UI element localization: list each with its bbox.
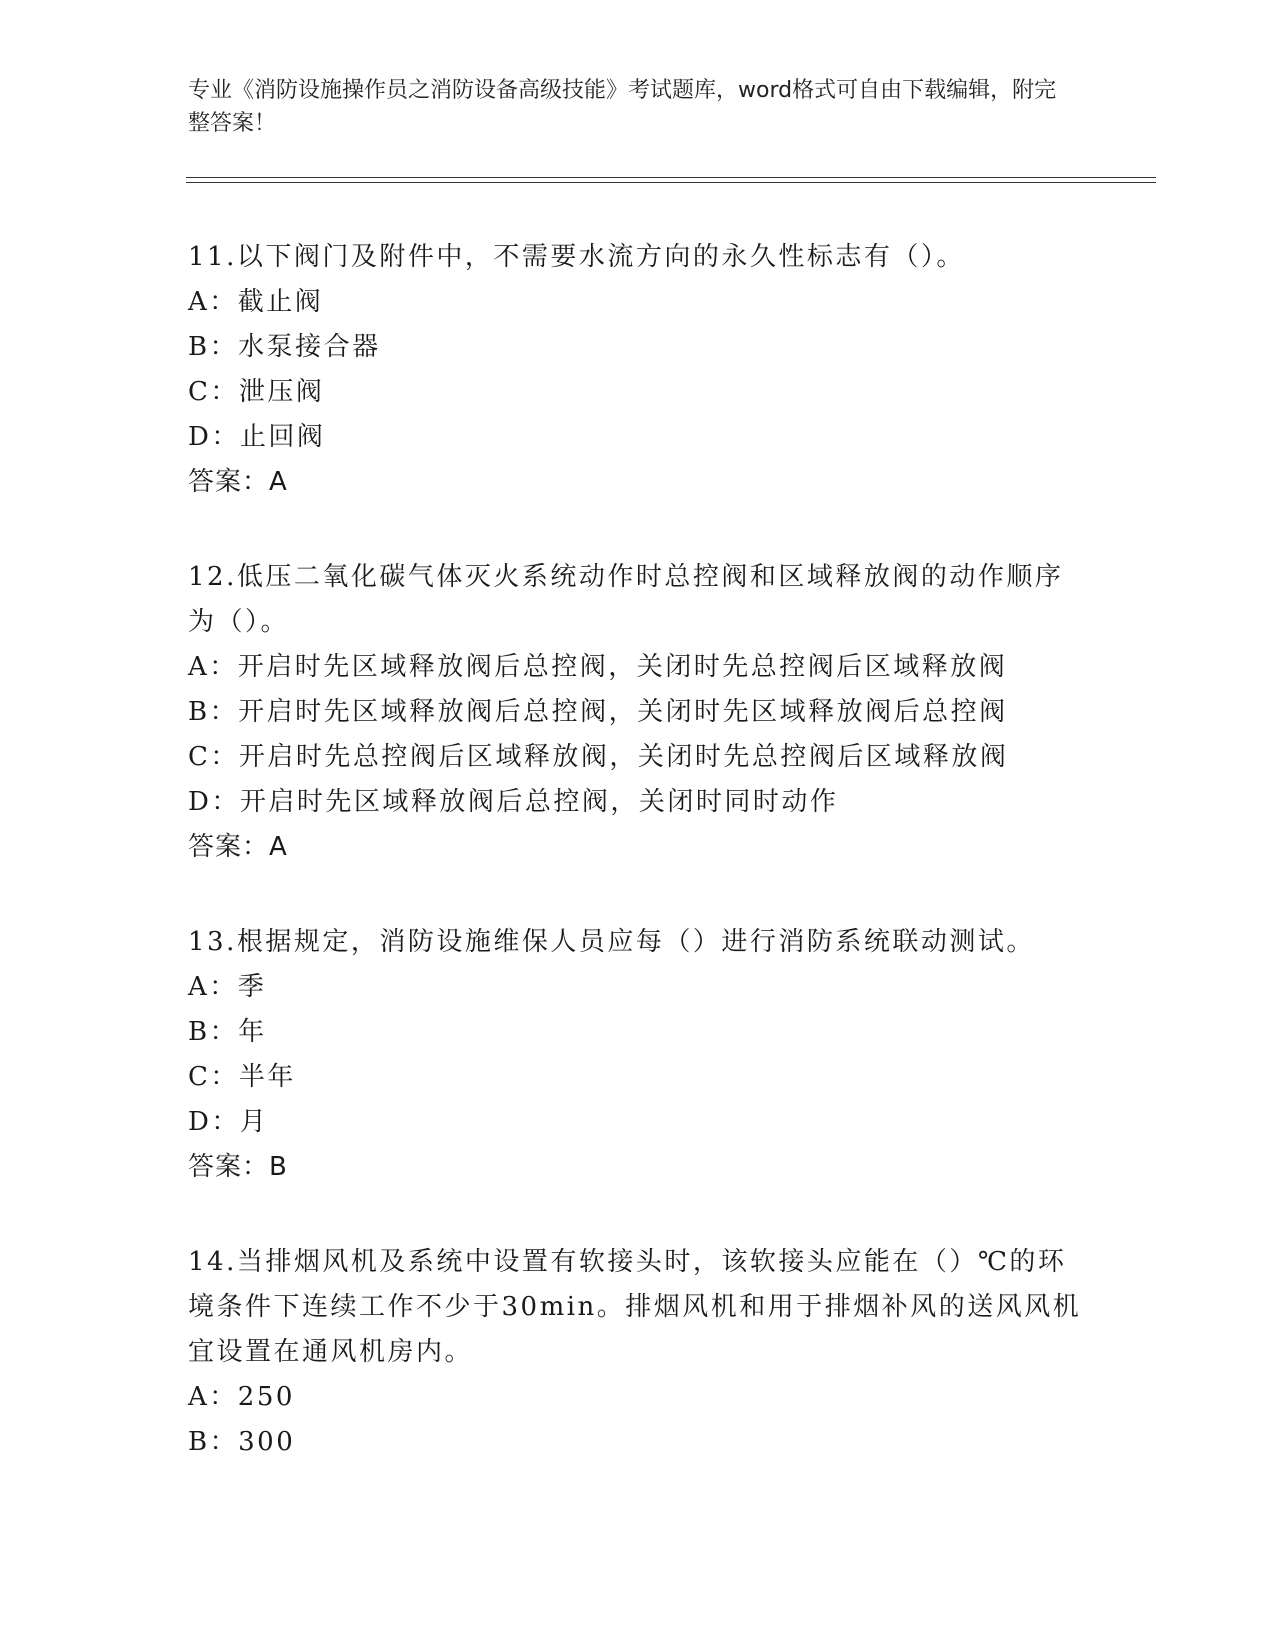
- question-11: [188, 235, 1088, 505]
- option-d: D：开启时先区域释放阀后总控阀，关闭时同时动作: [188, 787, 839, 817]
- option-b: B：开启时先区域释放阀后总控阀，关闭时先区域释放阀后总控阀: [188, 697, 1008, 727]
- option-list: [188, 645, 1088, 825]
- option-c: C：开启时先总控阀后区域释放阀，关闭时先总控阀后区域释放阀: [188, 742, 1009, 772]
- option-d: D：止回阀: [188, 422, 326, 452]
- answer: 答案：B: [188, 1152, 288, 1182]
- option-b: B：300: [188, 1427, 296, 1457]
- option-c: C：泄压阀: [188, 377, 325, 407]
- option-a: A：250: [188, 1382, 295, 1412]
- question-stem: 12.低压二氧化碳气体灭火系统动作时总控阀和区域释放阀的动作顺序为（）。: [188, 562, 1064, 637]
- option-a: A：季: [188, 972, 267, 1002]
- question-list: [188, 235, 1088, 1515]
- option-b: B：年: [188, 1017, 267, 1047]
- question-12: [188, 555, 1088, 870]
- question-stem: 13.根据规定，消防设施维保人员应每（）进行消防系统联动测试。: [188, 927, 1035, 957]
- header-rule-top: [186, 177, 1156, 178]
- option-a: A：开启时先区域释放阀后总控阀，关闭时先总控阀后区域释放阀: [188, 652, 1008, 682]
- option-d: D：月: [188, 1107, 269, 1137]
- option-a: A：截止阀: [188, 287, 324, 317]
- question-stem: 11.以下阀门及附件中，不需要水流方向的永久性标志有（）。: [188, 242, 965, 272]
- answer: 答案：A: [188, 832, 288, 862]
- answer: 答案：A: [188, 467, 288, 497]
- option-list: [188, 965, 1088, 1145]
- question-14: [188, 1240, 1088, 1465]
- option-b: B：水泵接合器: [188, 332, 381, 362]
- option-list: [188, 1375, 1088, 1465]
- question-13: [188, 920, 1088, 1190]
- option-c: C：半年: [188, 1062, 296, 1092]
- option-list: [188, 280, 1088, 460]
- header-rule-bottom: [186, 182, 1156, 183]
- question-stem: 14.当排烟风机及系统中设置有软接头时，该软接头应能在（）℃的环境条件下连续工作不少于30min。排烟风机和用于排烟补风的送风风机宜设置在通风机房内。: [188, 1247, 1082, 1367]
- document-intro: 专业《消防设施操作员之消防设备高级技能》考试题库，word格式可自由下载编辑，附完整答案！: [188, 78, 1057, 136]
